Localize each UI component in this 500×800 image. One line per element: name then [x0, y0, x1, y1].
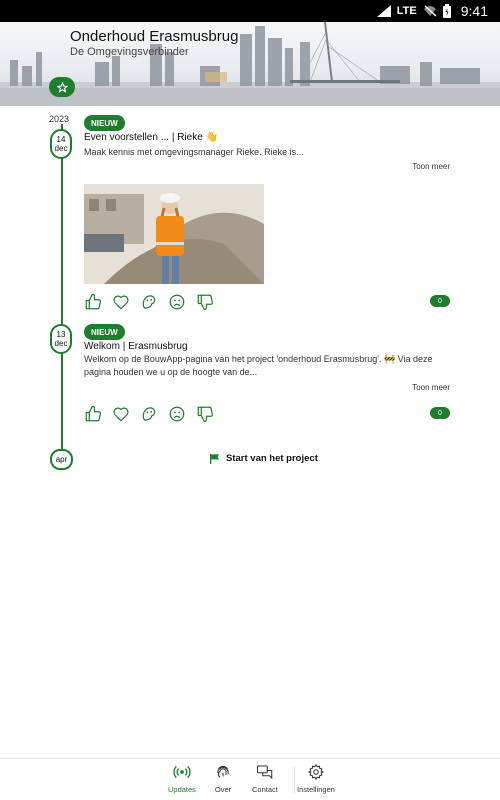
- sad-face-icon[interactable]: [168, 405, 186, 423]
- heart-icon[interactable]: [112, 405, 130, 423]
- network-label: LTE: [396, 5, 417, 17]
- post-date: [50, 324, 72, 354]
- post-date: [50, 129, 72, 159]
- project-header: [0, 22, 500, 106]
- reaction-count[interactable]: 0: [430, 295, 450, 307]
- post-title[interactable]: Welkom | Erasmusbrug: [84, 341, 188, 352]
- project-title: Onderhoud Erasmusbrug: [70, 28, 239, 45]
- post-day: 14: [56, 135, 66, 144]
- nav-label: Contact: [252, 785, 278, 794]
- thumbs-down-icon[interactable]: [196, 293, 214, 311]
- start-month-marker: apr: [50, 449, 73, 470]
- post-title[interactable]: Even voorstellen ... | Rieke 👋: [84, 132, 218, 143]
- nav-label: Over: [214, 785, 232, 794]
- chat-icon: [256, 763, 274, 781]
- status-bar: [0, 0, 500, 22]
- favorite-button[interactable]: [49, 77, 75, 97]
- signal-icon: [377, 5, 391, 17]
- clock: 9:41: [460, 3, 488, 19]
- star-icon: [57, 82, 68, 93]
- nav-updates[interactable]: [168, 763, 196, 794]
- sad-face-icon[interactable]: [168, 293, 186, 311]
- post-day: 13: [56, 330, 66, 339]
- show-more-link[interactable]: Toon meer: [412, 162, 450, 171]
- reaction-count[interactable]: 0: [430, 407, 450, 419]
- battery-icon: [443, 4, 451, 18]
- timeline-line: [61, 124, 63, 458]
- gear-icon: [307, 763, 325, 781]
- post-excerpt: Maak kennis met omgevingsmanager Rieke. Rieke is...: [84, 147, 304, 157]
- post-excerpt: Welkom op de BouwApp-pagina van het project 'onderhoud Erasmusbrug'. 🚧 Via deze pagina houden we u op de hoogte van de...: [84, 354, 433, 377]
- reaction-bar: [84, 293, 214, 311]
- fingerprint-icon: [214, 763, 232, 781]
- nav-label: Updates: [168, 785, 196, 794]
- flag-icon: [210, 454, 220, 464]
- thumbs-down-icon[interactable]: [196, 405, 214, 423]
- project-start: [210, 453, 318, 464]
- thinking-icon[interactable]: [140, 405, 158, 423]
- new-badge: NIEUW: [84, 324, 125, 340]
- nav-contact[interactable]: [252, 763, 278, 794]
- wifi-off-icon: [423, 5, 437, 17]
- thumbs-up-icon[interactable]: [84, 405, 102, 423]
- project-subtitle: De Omgevingsverbinder: [70, 46, 189, 58]
- nav-label: Instellingen: [297, 785, 335, 794]
- heart-icon[interactable]: [112, 293, 130, 311]
- reaction-bar: [84, 405, 214, 423]
- broadcast-icon: [173, 763, 191, 781]
- thinking-icon[interactable]: [140, 293, 158, 311]
- worker-photo: [84, 184, 264, 284]
- nav-instellingen[interactable]: [297, 763, 335, 794]
- thumbs-up-icon[interactable]: [84, 293, 102, 311]
- new-badge: NIEUW: [84, 115, 125, 131]
- bottom-navigation: [0, 758, 500, 800]
- project-start-label: Start van het project: [226, 453, 318, 464]
- post-month: dec: [54, 339, 68, 348]
- show-more-link[interactable]: Toon meer: [412, 383, 450, 392]
- timeline-year: 2023: [49, 114, 70, 124]
- nav-over[interactable]: [214, 763, 232, 794]
- post-image[interactable]: [84, 184, 264, 284]
- nav-divider: [294, 767, 295, 793]
- post-month: dec: [54, 144, 68, 153]
